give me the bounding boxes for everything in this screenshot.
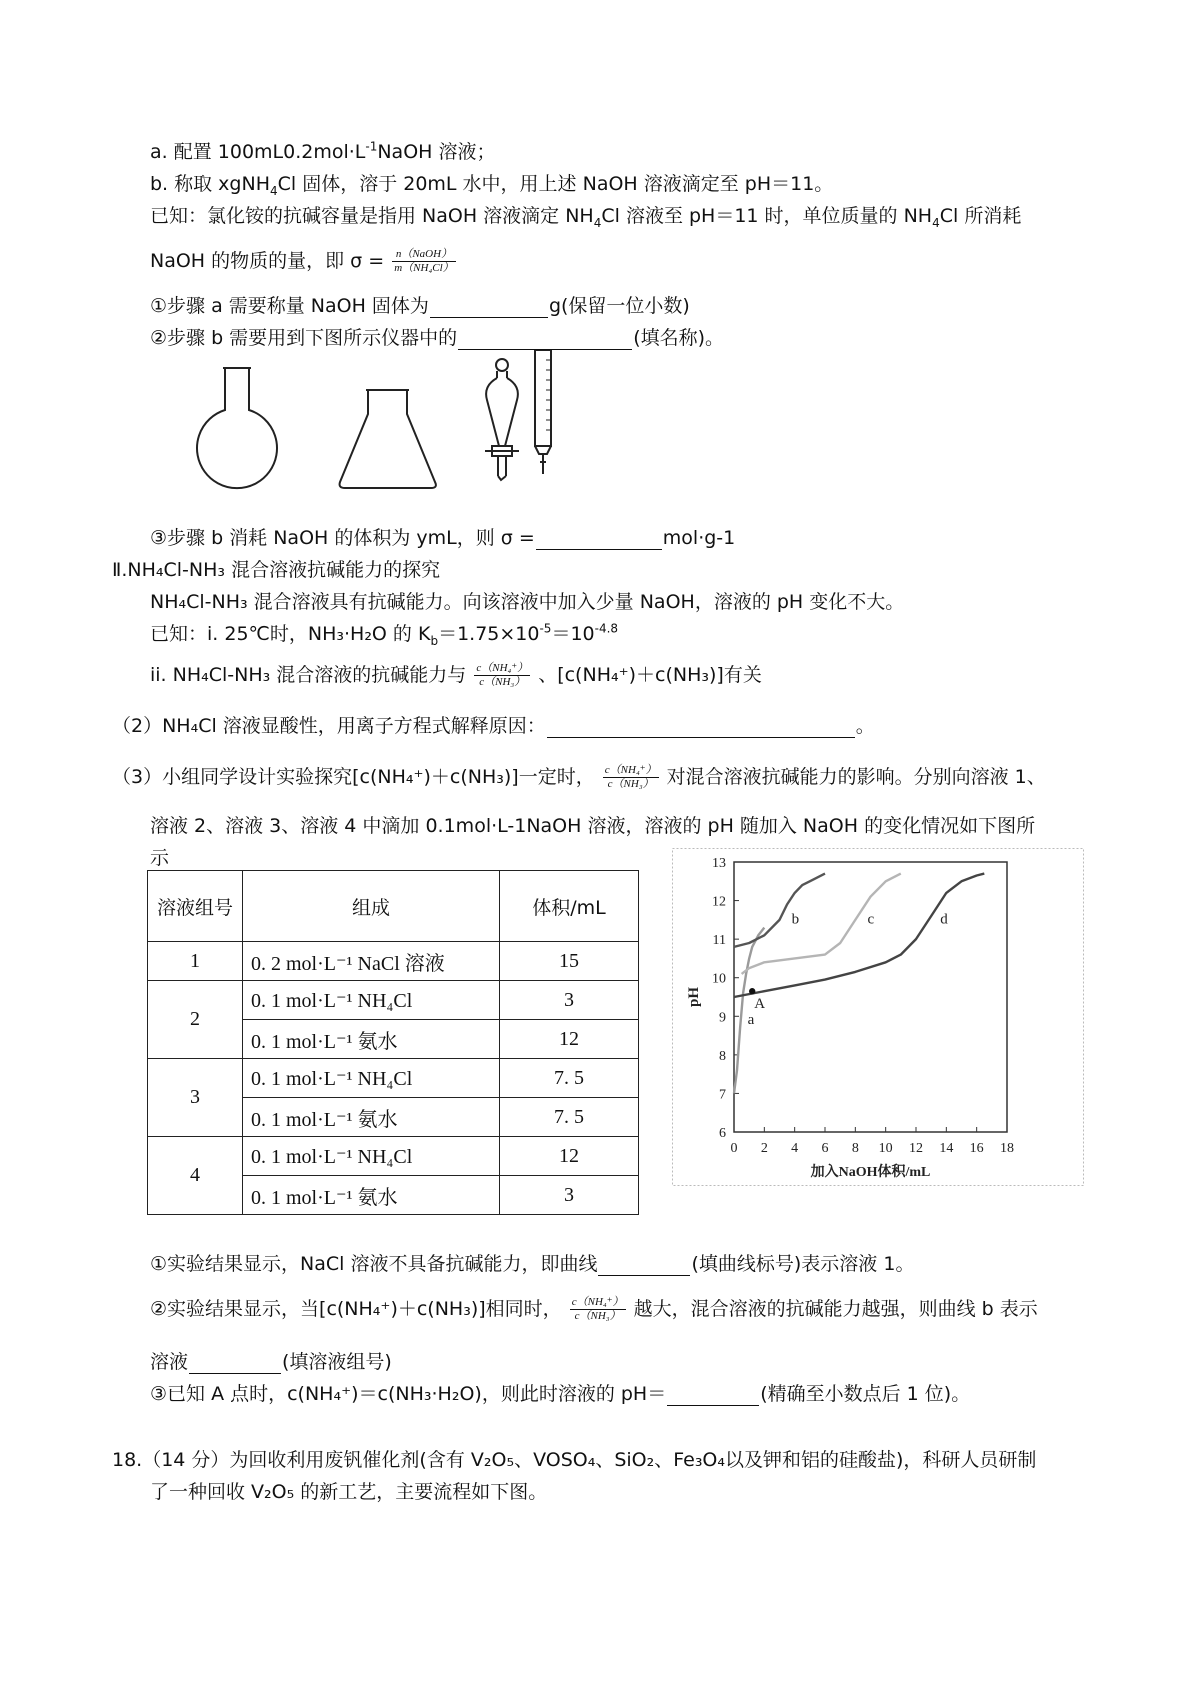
x-axis-label: 加入NaOH体积/mL <box>810 1165 931 1180</box>
sigma-definition: NaOH 的物质的量，即 σ = $\frac{\text{n（NaOH）}}{\text{m（NH₄Cl）}}$ <box>150 248 454 274</box>
header-volume: 体积/mL <box>500 871 639 942</box>
question-3-line2: 溶液 2、溶液 3、溶液 4 中滴加 0.1mol·L-1NaOH 溶液，溶液的 pH 随加入 NaOH 的变化情况如下图所 <box>150 815 1036 837</box>
answer-blank[interactable] <box>458 329 632 350</box>
section-2-title: Ⅱ.NH₄Cl-NH₃ 混合溶液抗碱能力的探究 <box>112 559 441 581</box>
y-axis-label: pH <box>686 986 702 1008</box>
question-1: ①步骤 a 需要称量 NaOH 固体为 g(保留一位小数) <box>150 295 690 317</box>
x-tick-label: 12 <box>909 1141 923 1156</box>
point-a-label: A <box>754 996 766 1013</box>
question-3-line3: 示 <box>150 847 170 869</box>
apparatus-figure <box>185 350 625 525</box>
header-group: 溶液组号 <box>148 871 243 942</box>
table-row: 0. 1 mol·L⁻¹ 氨水 12 <box>148 1020 639 1059</box>
x-tick-label: 18 <box>1000 1141 1014 1156</box>
ph-titration-chart <box>672 848 1084 1186</box>
question-2: ②步骤 b 需要用到下图所示仪器中的 (填名称)。 <box>150 327 725 349</box>
result-2: ②实验结果显示，当[c(NH₄⁺)＋c(NH₃)]相同时， $\frac{\text{c（NH₄⁺）}}{\text{c（NH₃）}}$ 越大，混合溶液的抗碱能力越强，则曲线 b 表示 <box>150 1296 1038 1322</box>
x-tick-label: 2 <box>760 1141 768 1156</box>
answer-blank[interactable] <box>189 1353 281 1374</box>
answer-blank[interactable] <box>547 717 855 738</box>
answer-blank[interactable] <box>536 529 662 550</box>
x-tick-label: 14 <box>939 1141 954 1156</box>
table-row: 2 0. 1 mol·L⁻¹ NH₄Cl 3 <box>148 981 639 1020</box>
x-tick-label: 8 <box>851 1141 859 1156</box>
section-2-desc: NH₄Cl-NH₃ 混合溶液具有抗碱能力。向该溶液中加入少量 NaOH，溶液的 pH 变化不大。 <box>150 591 905 613</box>
table-row: 0. 1 mol·L⁻¹ 氨水 3 <box>148 1176 639 1215</box>
x-tick-label: 4 <box>791 1141 799 1156</box>
point-a-marker <box>749 988 755 994</box>
y-tick-label: 9 <box>719 1010 726 1026</box>
question-18-line1: 18.（14 分）为回收利用废钒催化剂(含有 V₂O₅、VOSO₄、SiO₂、Fe₃O₄以及钾和铝的硅酸盐)，科研人员研制 <box>112 1449 1037 1471</box>
table-row: 4 0. 1 mol·L⁻¹ NH₄Cl 12 <box>148 1137 639 1176</box>
question-2-ion: （2）NH₄Cl 溶液显酸性，用离子方程式解释原因： 。 <box>112 715 875 737</box>
result-3: ③已知 A 点时，c(NH₄⁺)＝c(NH₃·H₂O)，则此时溶液的 pH＝ (精确至小数点后 1 位)。 <box>150 1383 971 1405</box>
sigma-fraction: $\frac{\text{n（NaOH）}}{\text{m（NH₄Cl）}}$ <box>394 248 454 274</box>
table-row: 1 0. 2 mol·L⁻¹ NaCl 溶液 15 <box>148 942 639 981</box>
known-ii: ii. NH₄Cl-NH₃ 混合溶液的抗碱能力与 $\frac{\text{c（NH₄⁺）}}{\text{c（NH₃）}}$ 、[c(NH₄⁺)＋c(NH₃)]有关 <box>150 662 762 688</box>
y-tick-label: 7 <box>719 1087 726 1103</box>
x-tick-label: 16 <box>969 1141 984 1156</box>
result-1: ①实验结果显示，NaCl 溶液不具备抗碱能力，即曲线 (填曲线标号)表示溶液 1。 <box>150 1253 915 1275</box>
answer-blank[interactable] <box>667 1385 759 1406</box>
burette-icon <box>535 350 551 474</box>
series-label-a: a <box>747 1012 755 1028</box>
question-3: ③步骤 b 消耗 NaOH 的体积为 ymL，则 σ = mol·g-1 <box>150 527 736 549</box>
answer-blank[interactable] <box>430 297 548 318</box>
step-b: b. 称取 xgNH$_4$Cl 固体，溶于 20mL 水中，用上述 NaOH 溶液滴定至 pH＝11。 <box>150 173 834 198</box>
question-18-line2: 了一种回收 V₂O₅ 的新工艺，主要流程如下图。 <box>150 1481 548 1503</box>
known-definition: 已知：氯化铵的抗碱容量是指用 NaOH 溶液滴定 $NH_4Cl$ 溶液至 pH＝11 时，单位质量的 $NH_4Cl$ 所消耗 <box>150 205 1022 230</box>
conical-flask-icon <box>340 390 436 488</box>
series-label-b: b <box>791 911 800 928</box>
series-label-d: d <box>940 911 948 928</box>
y-tick-label: 10 <box>712 971 726 987</box>
x-tick-label: 0 <box>730 1141 738 1156</box>
y-tick-label: 8 <box>719 1048 726 1064</box>
y-tick-label: 13 <box>712 856 726 871</box>
ratio-fraction: $\frac{\text{c（NH₄⁺）}}{\text{c（NH₃）}}$ <box>476 662 529 688</box>
y-tick-label: 6 <box>719 1126 726 1141</box>
y-tick-label: 12 <box>712 894 726 910</box>
ratio-fraction: $\frac{\text{c（NH₄⁺）}}{\text{c（NH₃）}}$ <box>571 1296 624 1322</box>
question-3-line1: （3）小组同学设计实验探究[c(NH₄⁺)＋c(NH₃)]一定时， $\frac{\text{c（NH₄⁺）}}{\text{c（NH₃）}}$ 对混合溶液抗碱能力的影响。分别向溶液 1、 <box>112 764 1046 790</box>
table-row: 3 0. 1 mol·L⁻¹ NH₄Cl 7. 5 <box>148 1059 639 1098</box>
x-tick-label: 10 <box>878 1141 893 1156</box>
round-bottom-flask-icon <box>197 368 277 488</box>
ratio-fraction: $\frac{\text{c（NH₄⁺）}}{\text{c（NH₃）}}$ <box>604 764 657 790</box>
known-i: 已知：i. 25℃时，NH₃·H₂O 的 $K_b=1.75\times 10^{-5}=10^{-4.8}$ <box>150 621 619 648</box>
result-2-line2: 溶液 (填溶液组号) <box>150 1351 392 1373</box>
x-tick-label: 6 <box>821 1141 829 1156</box>
answer-blank[interactable] <box>598 1255 690 1276</box>
y-tick-label: 11 <box>712 933 726 949</box>
step-a: a. 配置 $100mL0.2mol\cdot L^{-1}NaOH$ 溶液； <box>150 139 496 163</box>
separatory-funnel-icon <box>485 359 519 480</box>
solution-table <box>147 870 639 1215</box>
table-row: 0. 1 mol·L⁻¹ 氨水 7. 5 <box>148 1098 639 1137</box>
header-composition: 组成 <box>243 871 500 942</box>
series-label-c: c <box>867 911 875 928</box>
